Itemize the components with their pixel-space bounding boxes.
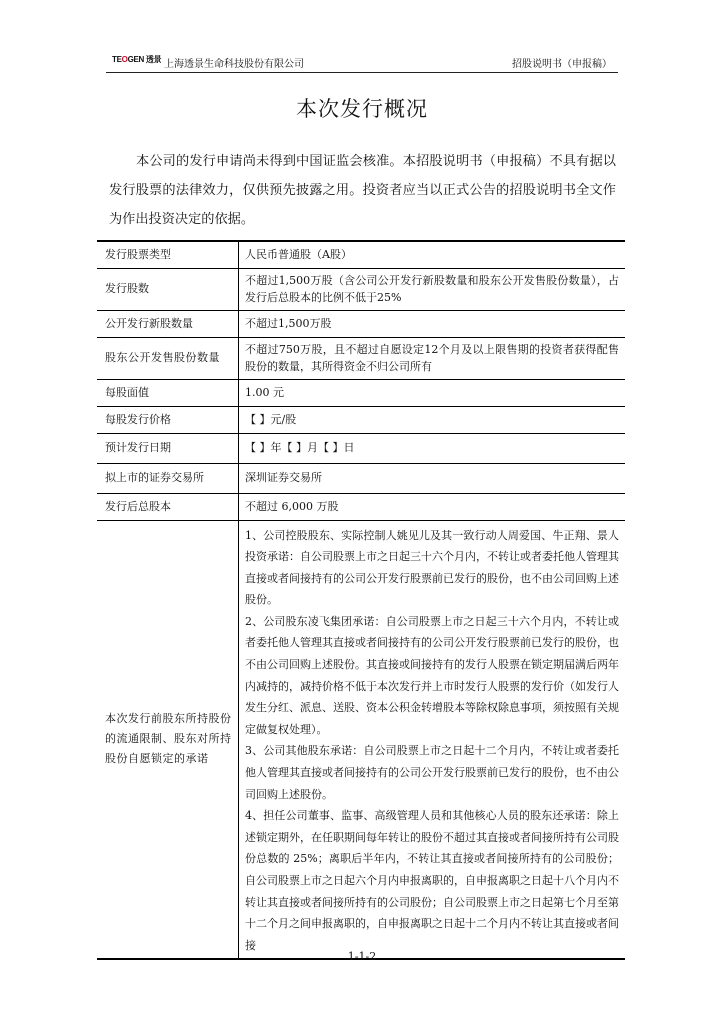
document-type: 招股说明书（申报稿） — [512, 59, 612, 70]
intro-paragraph: 本公司的发行申请尚未得到中国证监会核准。本招股说明书（申报稿）不具有据以发行股票的法律效力，仅供预先披露之用。投资者应当以正式公告的招股说明书全文作为作出投资决定的依据。 — [109, 154, 616, 227]
row-value: 【 】年【 】月【 】日 — [239, 433, 626, 463]
company-logo: TEOGEN 透景 — [112, 55, 162, 64]
row-label: 股东公开发售股份数量 — [97, 337, 239, 379]
commitment-paragraph-2: 2、公司股东凌飞集团承诺：自公司股票上市之日起三十六个月内，不转让或者委托他人管理其直接或者间接持有的公司公开发行股票前已发行的股份，也不由公司回购上述股份。其直接或间接持有的发行人股票在锁定期届满后两年内减持的，减持价格不低于本次发行并上市时发行人股票的发行价（如发行人发生分红、派息、送股、资本公积金转增股本等除权除息事项，须按照有关规定做复权处理）。 — [245, 614, 619, 736]
row-label: 发行后总股本 — [97, 493, 239, 520]
row-value: 不超过1,500万股 — [239, 310, 626, 337]
row-label: 拟上市的证券交易所 — [97, 463, 239, 493]
table-row — [97, 493, 625, 520]
table-row — [97, 463, 625, 493]
row-label: 发行股票类型 — [97, 241, 239, 268]
row-value: 人民币普通股（A股） — [239, 241, 626, 268]
table-row — [97, 337, 625, 379]
company-name: 上海透景生命科技股份有限公司 — [164, 59, 304, 70]
issuance-summary-table — [97, 240, 625, 960]
table-row — [97, 520, 625, 959]
row-label: 每股面值 — [97, 379, 239, 406]
row-value: 深圳证券交易所 — [239, 463, 626, 493]
commitment-paragraph-3: 3、公司其他股东承诺：自公司股票上市之日起十二个月内，不转让或者委托他人管理其直接或者间接持有的公司公开发行股票前已发行的股份，也不由公司回购上述股份。 — [245, 744, 619, 801]
page-number: 1-1-2 — [347, 950, 377, 963]
commitment-paragraph-1: 1、公司控股股东、实际控制人姚见儿及其一致行动人周爱国、牛正翔、景人投资承诺：自公司股票上市之日起三十六个月内，不转让或者委托他人管理其直接或者间接持有的公司公开发行股票前已发行的股份，也不由公司回购上述股份。 — [245, 528, 619, 607]
row-value: 1.00 元 — [239, 379, 626, 406]
table-row — [97, 241, 625, 268]
commitment-label: 本次发行前股东所持股份的流通限制、股东对所持股份自愿锁定的承诺 — [97, 520, 239, 959]
row-value: 不超过 6,000 万股 — [239, 493, 626, 520]
page-header — [106, 50, 618, 73]
page-title: 本次发行概况 — [296, 97, 428, 121]
row-value: 不超过750万股，且不超过自愿设定12个月及以上限售期的投资者获得配售股份的数量，其所得资金不归公司所有 — [239, 337, 626, 379]
table-row — [97, 433, 625, 463]
row-value: 【 】元/股 — [239, 406, 626, 433]
table-row — [97, 379, 625, 406]
row-label: 公开发行新股数量 — [97, 310, 239, 337]
commitment-text — [239, 520, 626, 959]
table-row — [97, 406, 625, 433]
table-row — [97, 310, 625, 337]
table-row — [97, 268, 625, 310]
row-label: 发行股数 — [97, 268, 239, 310]
commitment-paragraph-4: 4、担任公司董事、监事、高级管理人员和其他核心人员的股东还承诺：除上述锁定期外，在任职期间每年转让的股份不超过其直接或者间接所持有公司股份总数的 25%；离职后半年内，不转让其直接或者间接所持有的公司股份；自公司股票上市之日起六个月内申报离职的，自申报离职之日起十八个月内不转让其直接或者间接所持有的公司股份；自公司股票上市之日起第七个月至第十二个月之间申报离职的，自申报离职之日起十二个月内不转让其直接或者间接 — [245, 809, 619, 952]
row-label: 预计发行日期 — [97, 433, 239, 463]
row-label: 每股发行价格 — [97, 406, 239, 433]
row-value: 不超过1,500万股（含公司公开发行新股数量和股东公开发售股份数量），占发行后总股本的比例不低于25% — [239, 268, 626, 310]
